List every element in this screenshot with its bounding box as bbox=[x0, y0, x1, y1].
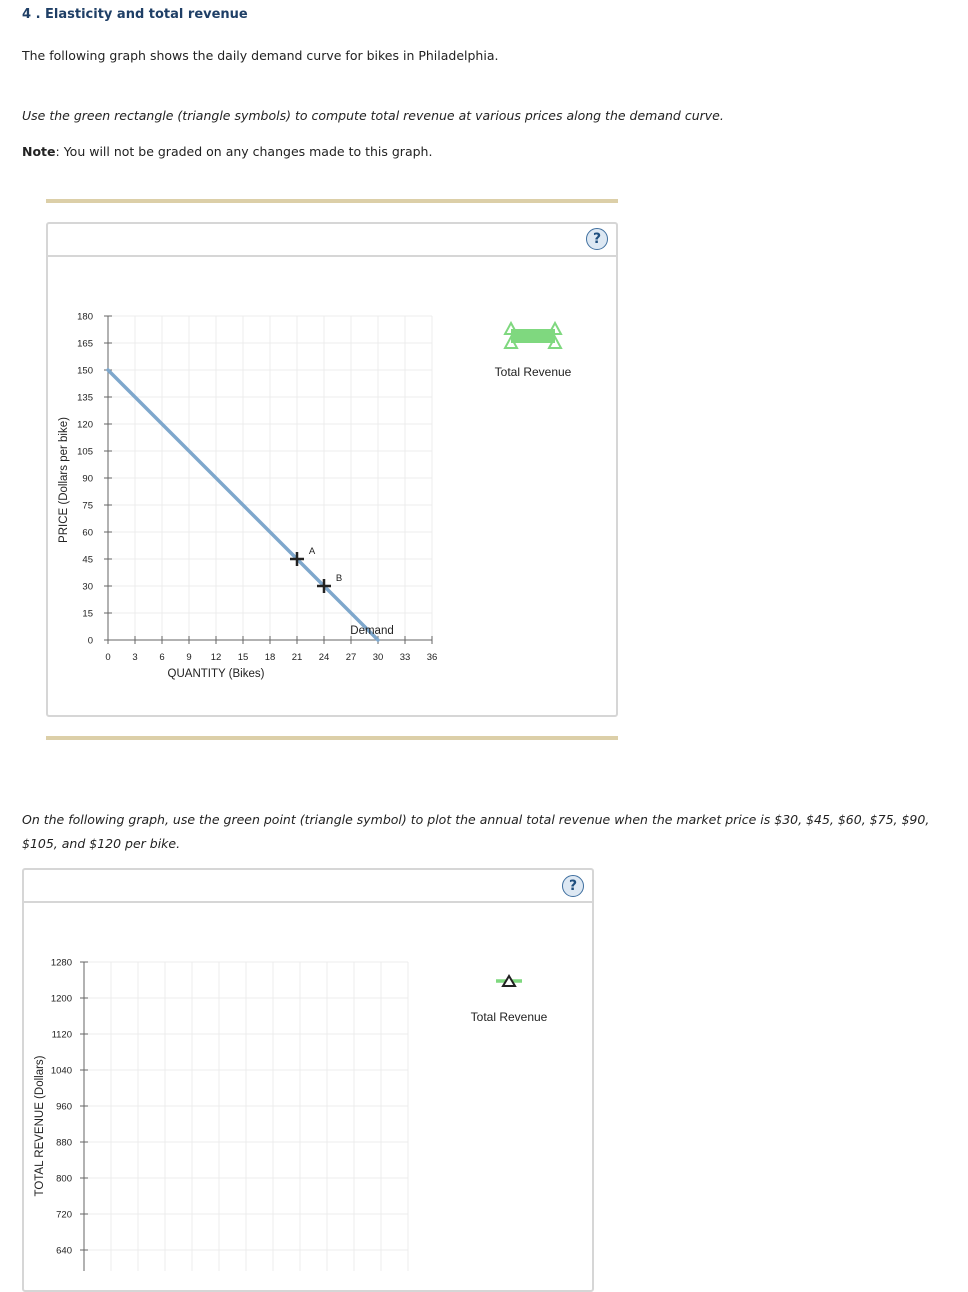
legend-rectangle-icon bbox=[511, 329, 555, 343]
y-tick-label: 0 bbox=[87, 635, 93, 647]
y-tick-label: 105 bbox=[77, 446, 93, 458]
x-tick-label: 6 bbox=[159, 652, 165, 663]
y-axis-label: TOTAL REVENUE (Dollars) bbox=[34, 1055, 46, 1197]
point-label: A bbox=[308, 546, 316, 557]
x-tick-label: 18 bbox=[264, 652, 276, 663]
y-tick-label: 1280 bbox=[50, 957, 72, 969]
intro-paragraph: The following graph shows the daily demand curve for bikes in Philadelphia. bbox=[22, 48, 499, 63]
y-tick-label: 45 bbox=[82, 554, 93, 566]
y-axis-label: PRICE (Dollars per bike) bbox=[58, 417, 70, 543]
y-tick-label: 15 bbox=[82, 608, 93, 620]
help-icon[interactable]: ? bbox=[562, 875, 584, 897]
demand-curve-label: Demand bbox=[350, 625, 394, 637]
y-tick-label: 150 bbox=[77, 365, 93, 377]
plot-instruction-line2: $105, and $120 per bike. bbox=[22, 836, 181, 851]
x-tick-label: 33 bbox=[399, 652, 411, 663]
bottom-divider bbox=[46, 736, 618, 740]
x-tick-label: 24 bbox=[318, 652, 330, 663]
y-tick-label: 120 bbox=[77, 419, 93, 431]
y-tick-label: 800 bbox=[56, 1173, 72, 1185]
y-tick-label: 1200 bbox=[50, 993, 72, 1005]
y-tick-label: 165 bbox=[77, 338, 93, 350]
plot-instruction-line1: On the following graph, use the green point (triangle symbol) to plot the annual total revenue when the market price is $30, $45, $60, $75, $90, bbox=[22, 812, 930, 827]
y-tick-label: 75 bbox=[82, 500, 93, 512]
legend-label: Total Revenue bbox=[494, 365, 572, 379]
note-label: Note bbox=[22, 144, 56, 159]
y-tick-label: 720 bbox=[56, 1209, 72, 1221]
legend-label: Total Revenue bbox=[470, 1010, 548, 1024]
x-tick-label: 15 bbox=[237, 652, 249, 663]
y-tick-label: 960 bbox=[56, 1101, 72, 1113]
y-tick-label: 60 bbox=[82, 527, 93, 539]
x-tick-label: 0 bbox=[105, 652, 111, 663]
x-tick-label: 27 bbox=[345, 652, 357, 663]
point-label: B bbox=[335, 573, 343, 584]
x-tick-label: 36 bbox=[426, 652, 438, 663]
y-tick-label: 30 bbox=[82, 581, 93, 593]
panel-header bbox=[24, 870, 592, 903]
y-tick-label: 640 bbox=[56, 1245, 72, 1257]
x-tick-label: 21 bbox=[291, 652, 303, 663]
x-tick-label: 9 bbox=[186, 652, 192, 663]
y-tick-label: 1040 bbox=[50, 1065, 72, 1077]
question-title: 4 . Elasticity and total revenue bbox=[22, 7, 248, 22]
y-tick-label: 90 bbox=[82, 473, 93, 485]
note-text: : You will not be graded on any changes made to this graph. bbox=[55, 144, 433, 159]
y-tick-label: 1120 bbox=[51, 1029, 72, 1041]
revenue-chart[interactable] bbox=[0, 900, 968, 1271]
y-tick-label: 880 bbox=[56, 1137, 72, 1149]
instruction-paragraph: Use the green rectangle (triangle symbols) to compute total revenue at various prices along the demand curve. bbox=[22, 108, 724, 123]
help-icon[interactable]: ? bbox=[586, 228, 608, 250]
y-tick-label: 135 bbox=[77, 392, 93, 404]
x-axis-label: QUANTITY (Bikes) bbox=[167, 668, 265, 680]
x-tick-label: 12 bbox=[210, 652, 222, 663]
y-tick-label: 180 bbox=[77, 311, 93, 323]
x-tick-label: 30 bbox=[372, 652, 384, 663]
x-tick-label: 3 bbox=[132, 652, 138, 663]
